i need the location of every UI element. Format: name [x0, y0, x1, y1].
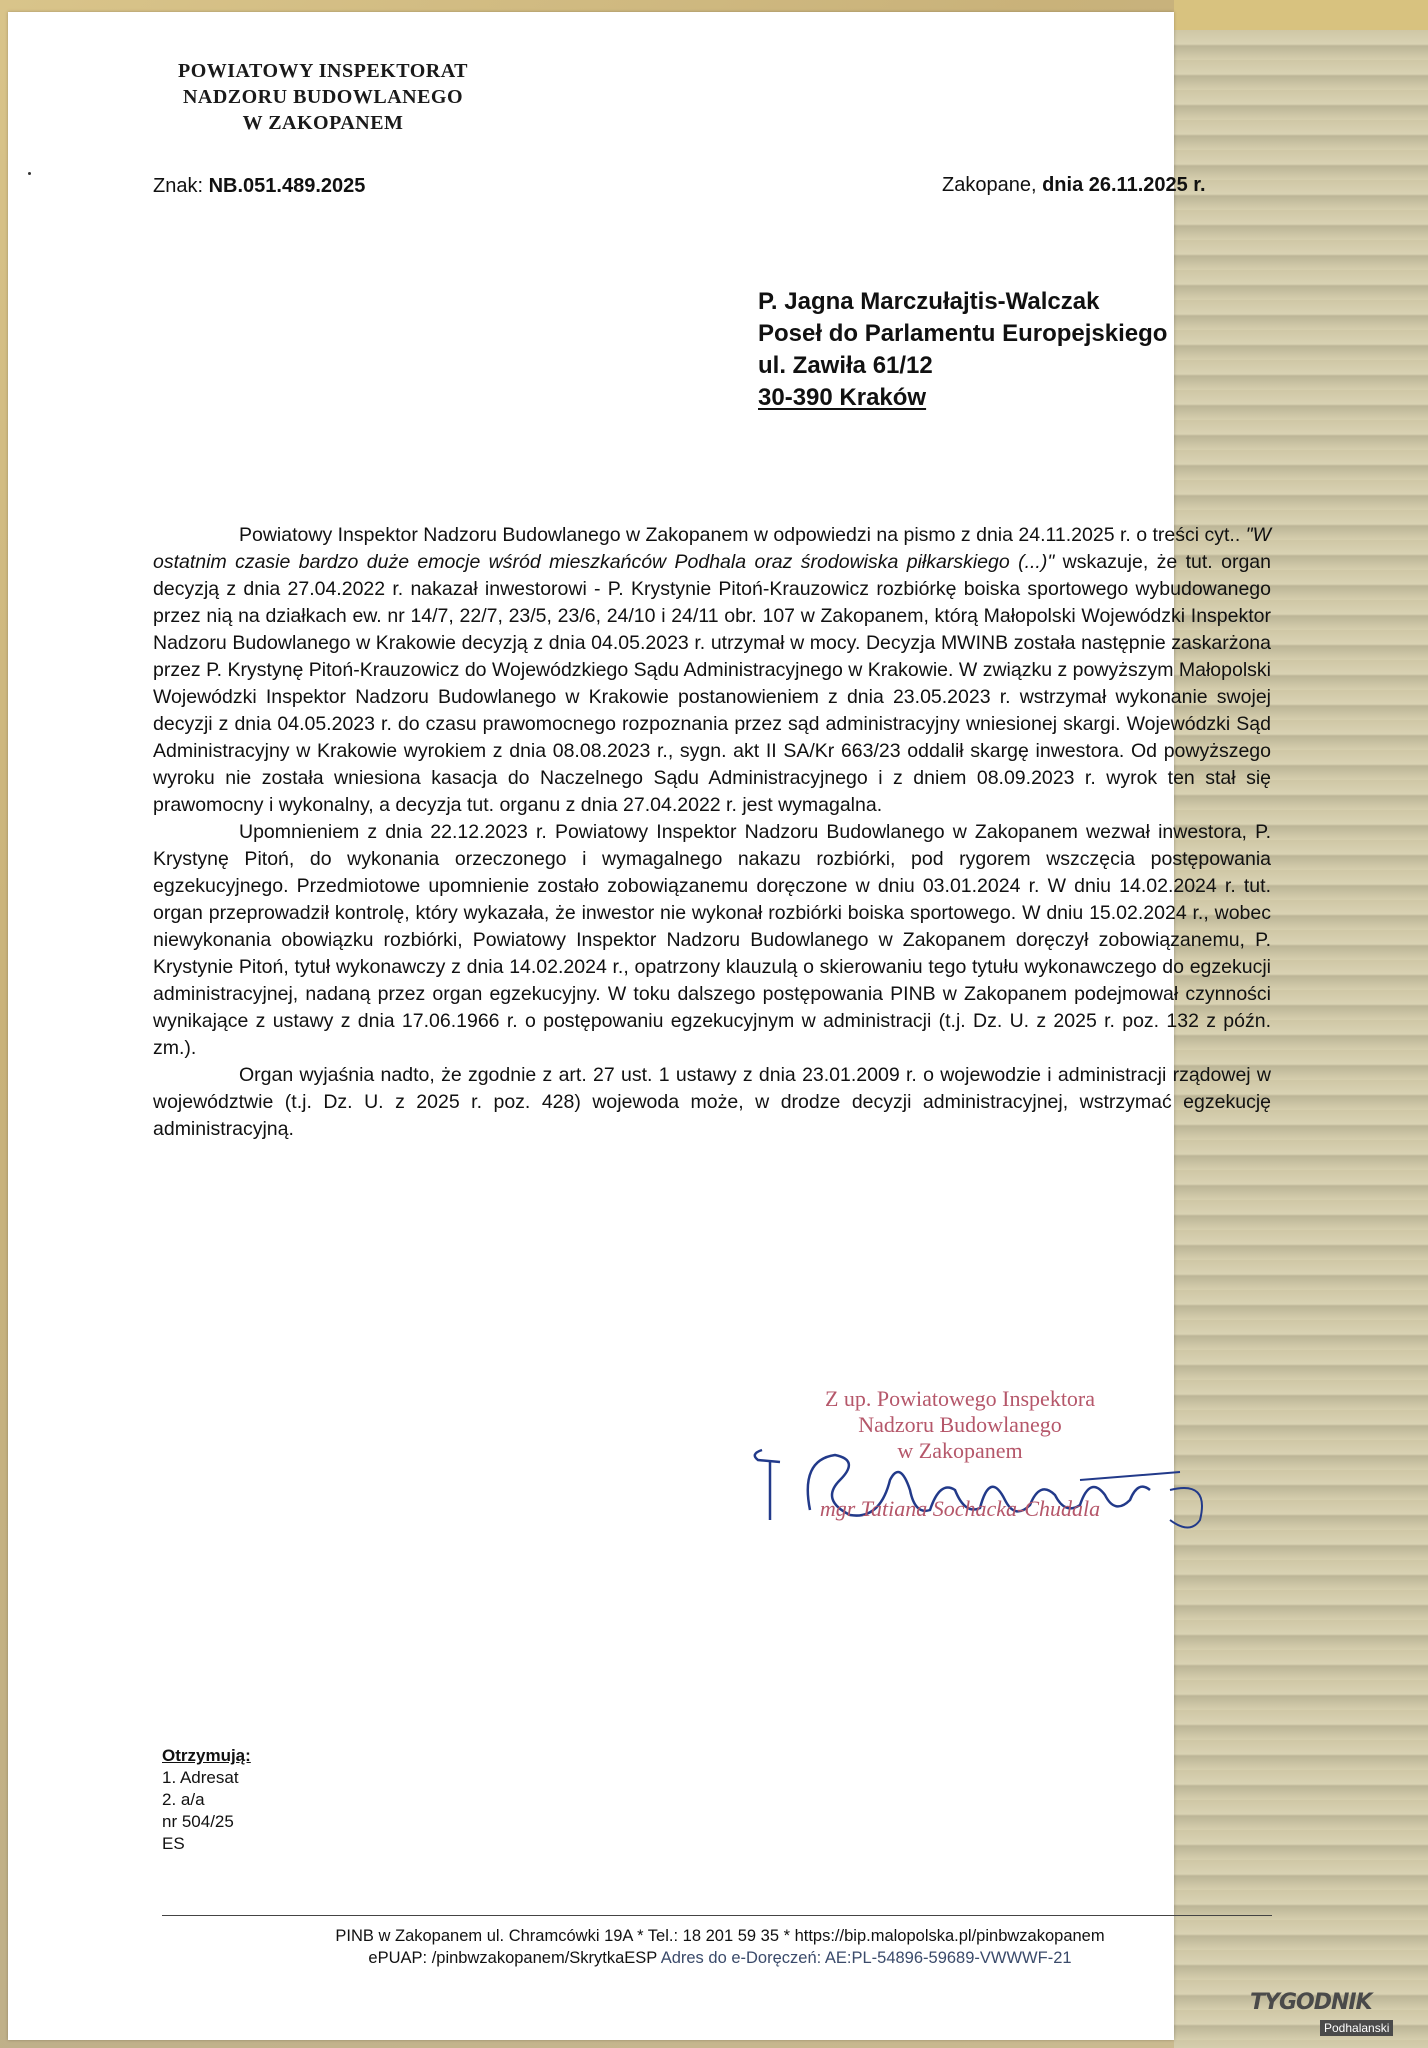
distribution-item: 2. a/a — [162, 1790, 205, 1809]
background-surface-top — [1174, 0, 1428, 30]
office-line: NADZORU BUDOWLANEGO — [182, 86, 464, 108]
date-place: Zakopane, — [942, 174, 1037, 196]
reference-number — [153, 175, 365, 198]
p1-quote: "W ostatnim czasie bardzo duże emocje wśród mieszkańców Podhala oraz środowiska piłkarskiego (...)" — [153, 524, 1271, 573]
reference-label: Znak: — [153, 175, 204, 197]
date-value: dnia 26.11.2025 r. — [1042, 174, 1206, 196]
footer-divider — [162, 1915, 1272, 1916]
reference-value: NB.051.489.2025 — [208, 175, 366, 197]
stamp-line: w Zakopanem — [897, 1438, 1023, 1463]
watermark-sub: Podhalanski — [1320, 2020, 1393, 2036]
distribution-list — [162, 1745, 251, 1855]
stamp-line: Z up. Powiatowego Inspektora — [824, 1386, 1096, 1411]
paper-speck — [28, 172, 31, 175]
body-paragraph-1 — [153, 522, 1271, 819]
office-line: POWIATOWY INSPEKTORAT — [178, 60, 468, 82]
recipient-title: Poseł do Parlamentu Europejskiego — [758, 320, 1168, 347]
p1-main: wskazuje, że tut. organ decyzją z dnia 27.04.2022 r. nakazał inwestorowi - P. Krystynie Pitoń-Krauzowicz rozbiórkę boiska sportowego wybudowanego przez nią na działkach ew. nr 14/7, 22/7, 23/5, 23/6, 24/10 i 24/11 obr. 107 w Zakopanem, którą Małopolski Wojewódzki Inspektor Nadzoru Budowlanego w Krakowie decyzją z dnia 04.05.2023 r. utrzymał w mocy. Decyzja MWINB została następnie zaskarżona przez P. Krystynę Pitoń-Krauzowicz do Wojewódzkiego Sądu Administracyjnego w Krakowie. W związku z powyższym Małopolski Wojewódzki Inspektor Nadzoru Budowlanego w Krakowie postanowieniem z dnia 23.05.2023 r. wstrzymał wykonanie swojej decyzji z dnia 04.05.2023 r. do czasu prawomocnego rozpoznania przez sąd administracyjny wniesionej skargi. Wojewódzki Sąd Administracyjny w Krakowie wyrokiem z dnia 08.08.2023 r., sygn. akt II SA/Kr 663/23 oddalił skargę inwestora. Od powyższego wyroku nie została wniesiona kasacja do Naczelnego Sądu Administracyjnego i z dniem 08.09.2023 r. wyrok ten stał się prawomocny i wykonalny, a decyzja tut. organu z dnia 27.04.2022 r. jest wymagalna. — [153, 551, 1271, 816]
body-paragraph-2: Upomnieniem z dnia 22.12.2023 r. Powiatowy Inspektor Nadzoru Budowlanego w Zakopanem wezwał inwestora, P. Krystynę Pitoń, do wykonania orzeczonego i wymagalnego nakazu rozbiórki, pod rygorem wszczęcia postępowania egzekucyjnego. Przedmiotowe upomnienie zostało zobowiązanemu doręczone w dniu 03.01.2024 r. W dniu 14.02.2024 r. tut. organ przeprowadził kontrolę, który wykazała, że inwestor nie wykonał rozbiórki boiska sportowego. W dniu 15.02.2024 r., wobec niewykonania obowiązku rozbiórki, Powiatowy Inspektor Nadzoru Budowlanego w Zakopanem doręczył zobowiązanemu, P. Krystynie Pitoń, tytuł wykonawczy z dnia 14.02.2024 r., opatrzony klauzulą o skierowaniu tego tytułu wykonawczego do egzekucji administracyjnej, nadaną przez organ egzekucyjny. W toku dalszego postępowania PINB w Zakopanem podejmował czynności wynikające z ustawy z dnia 17.06.1966 r. o postępowaniu egzekucyjnym w administracji (t.j. Dz. U. z 2025 r. poz. 132 z późn. zm.). — [153, 821, 1271, 1059]
footer-edelivery-address: Adres do e-Doręczeń: AE:PL-54896-59689-VWWWF-21 — [660, 1949, 1072, 1967]
distribution-item: 1. Adresat — [162, 1768, 239, 1787]
watermark-main: TYGODNIK — [1250, 1990, 1372, 2015]
stamp-signer: mgr Tatiana Sochacka-Chudala — [819, 1496, 1101, 1521]
letter-date — [942, 174, 1206, 197]
office-line: W ZAKOPANEM — [242, 112, 404, 134]
issuing-office-header — [153, 58, 493, 136]
recipient-street: ul. Zawiła 61/12 — [758, 352, 933, 379]
stamp-line: Nadzoru Budowlanego — [858, 1412, 1062, 1437]
authorization-stamp — [760, 1386, 1160, 1521]
body-paragraph-3: Organ wyjaśnia nadto, że zgodnie z art. 27 ust. 1 ustawy z dnia 23.01.2009 r. o wojewodzie i administracji rządowej w województwie (t.j. Dz. U. z 2025 r. poz. 428) wojewoda może, w drodze decyzji administracyjnej, wstrzymać egzekucję administracyjną. — [153, 1064, 1271, 1140]
footer-epuap: ePUAP: /pinbwzakopanem/SkrytkaESP — [368, 1949, 658, 1967]
footer-contact: PINB w Zakopanem ul. Chramcówki 19A * Tel.: 18 201 59 35 * https://bip.malopolska.pl/pinbwzakopanem — [335, 1927, 1105, 1945]
recipient-name: P. Jagna Marczułajtis-Walczak — [758, 288, 1100, 315]
publisher-watermark-logo — [1250, 1990, 1420, 2044]
distribution-header: Otrzymują: — [162, 1746, 251, 1765]
distribution-item: nr 504/25 — [162, 1812, 234, 1831]
recipient-city: 30-390 Kraków — [758, 384, 927, 411]
letter-footer — [200, 1925, 1240, 1969]
letter-body — [153, 522, 1271, 1143]
footer-epuap-line — [200, 1947, 1240, 1969]
recipient-address — [758, 286, 1167, 414]
distribution-item: ES — [162, 1834, 185, 1853]
p1-intro: Powiatowy Inspektor Nadzoru Budowlanego w Zakopanem w odpowiedzi na pismo z dnia 24.11.2025 r. o treści cyt.. — [239, 524, 1241, 546]
